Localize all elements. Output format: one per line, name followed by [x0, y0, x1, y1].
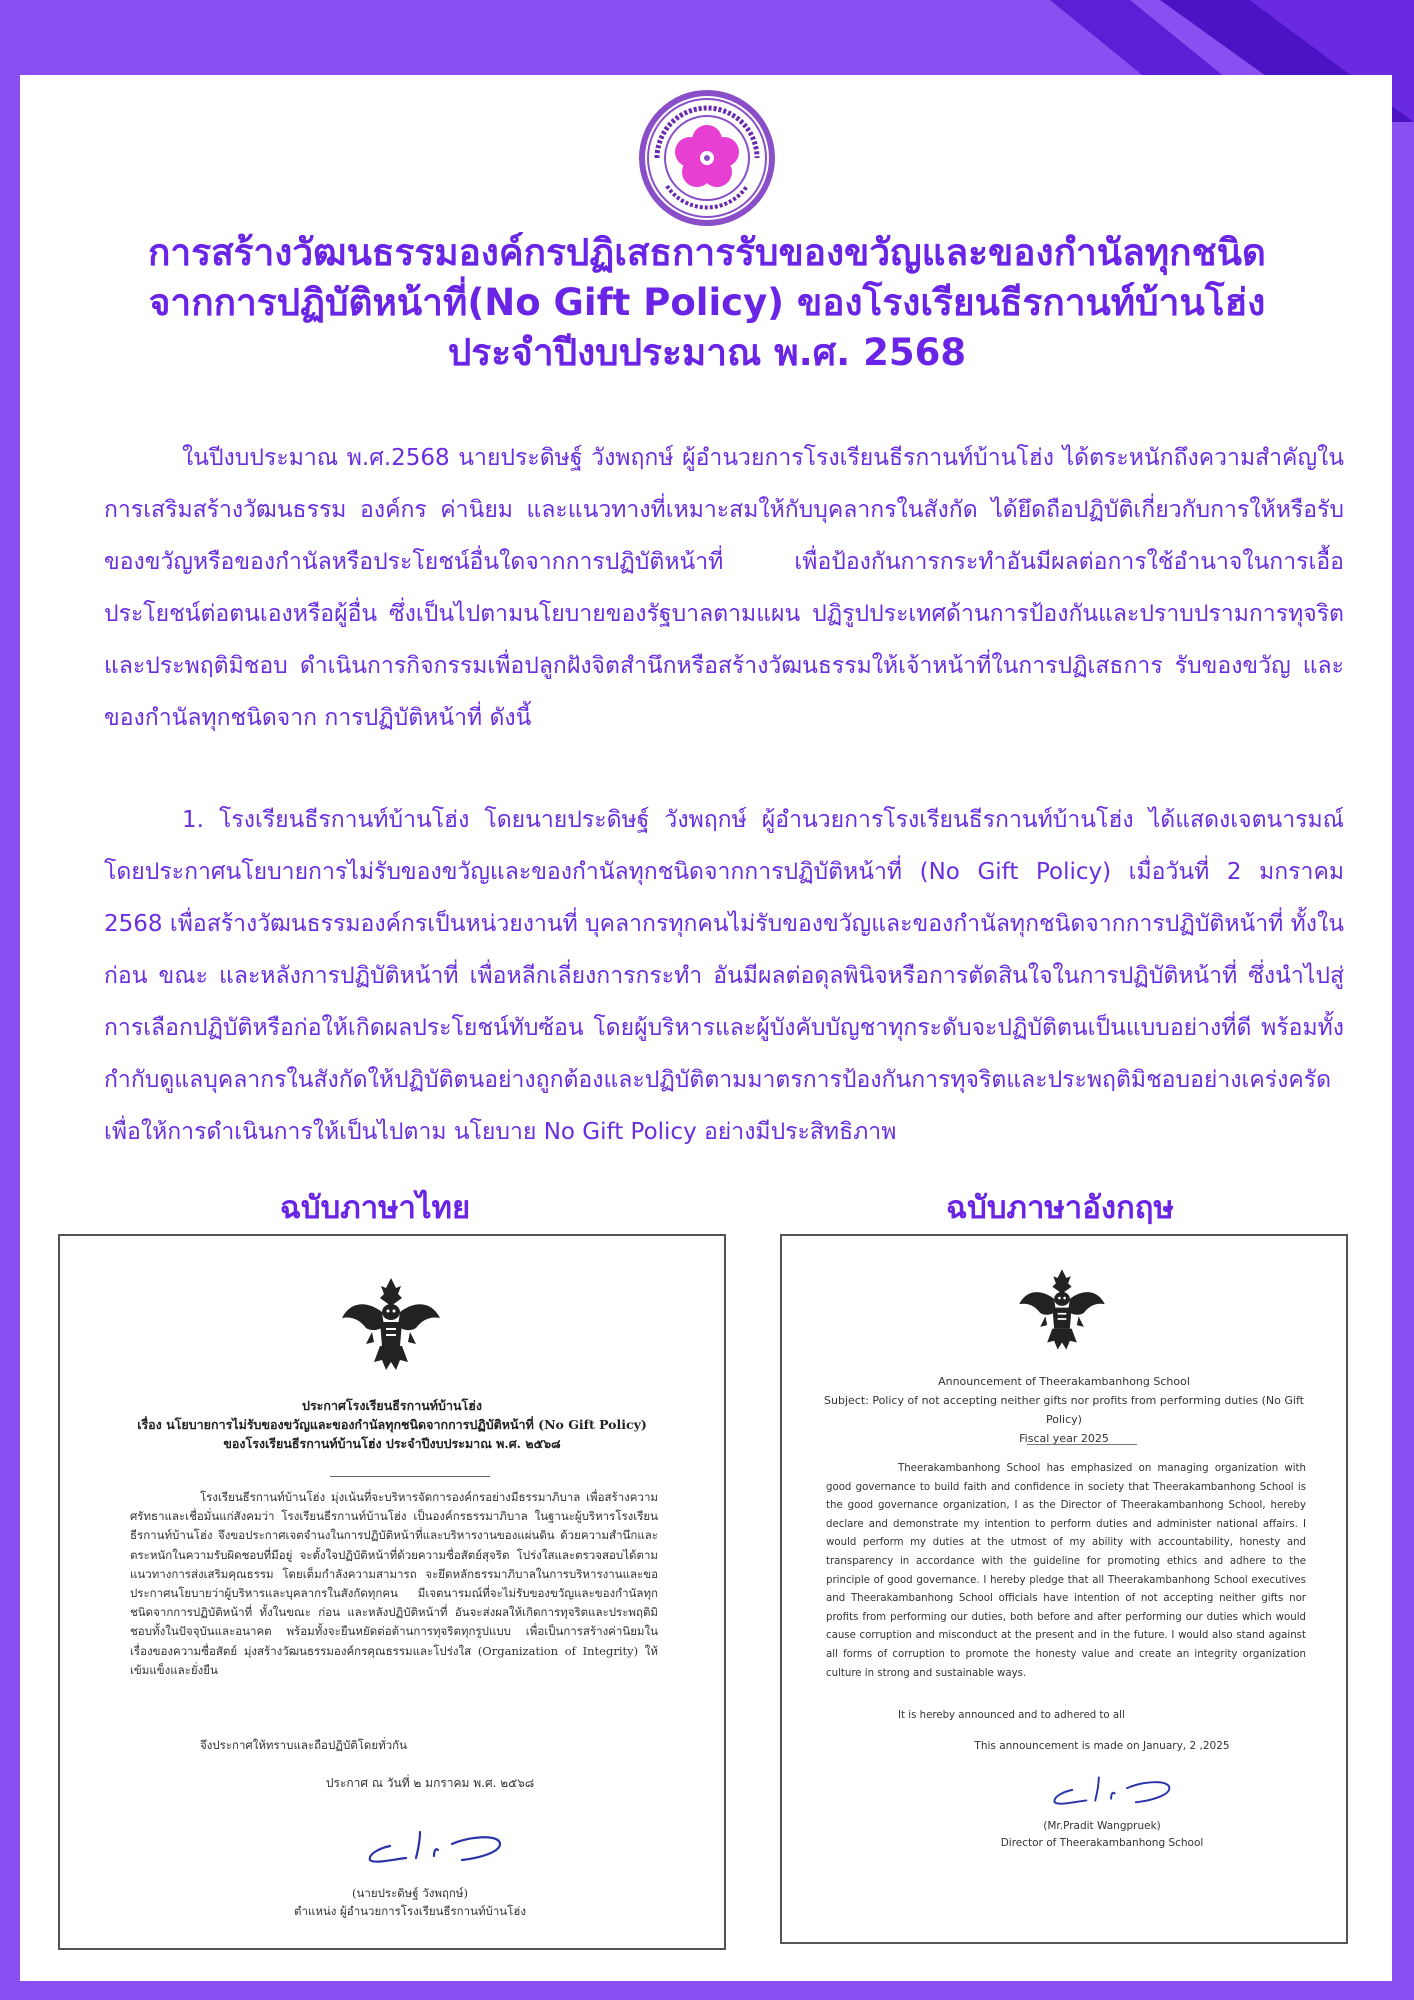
- thai-doc-signer: [210, 1884, 610, 1920]
- signature-image: [1037, 1766, 1187, 1812]
- english-doc-body: [826, 1460, 1306, 1683]
- title-line-2: จากการปฏิบัติหน้าที่(No Gift Policy) ของโรงเรียนธีรกานท์บ้านโฮ่ง: [148, 281, 1266, 324]
- english-doc-closing: It is hereby announced and to adhered to all: [898, 1710, 1125, 1721]
- thai-announcement-document: [58, 1234, 726, 1950]
- english-doc-signer-position: Director of Theerakambanhong School: [1000, 1837, 1204, 1849]
- english-announcement-document: [780, 1234, 1348, 1944]
- title-line-1: การสร้างวัฒนธรรมองค์กรปฏิเสธการรับของขวัญและของกำนัลทุกชนิด: [148, 231, 1266, 274]
- thai-doc-divider: [330, 1476, 490, 1477]
- english-doc-header-line-2: Subject: Policy of not accepting neither gifts nor profits from performing duties (No Gift Policy): [824, 1394, 1304, 1426]
- thai-doc-closing: จึงประกาศให้ทราบและถือปฏิบัติโดยทั่วกัน: [200, 1738, 407, 1752]
- english-doc-header-line-3: Fiscal year 2025: [1019, 1432, 1109, 1445]
- garuda-emblem-icon: [1014, 1264, 1110, 1360]
- english-doc-date: This announcement is made on January, 2 ,2025: [974, 1740, 1230, 1752]
- thai-doc-signer-position: ตำแหน่ง ผู้อำนวยการโรงเรียนธีรกานท์บ้านโฮ่ง: [294, 1904, 526, 1918]
- intro-text: ในปีงบประมาณ พ.ศ.2568 นายประดิษฐ์ วังพฤกษ์ ผู้อำนวยการโรงเรียนธีรกานท์บ้านโฮ่ง ได้ตระหนักถึงความสำคัญในการเสริมสร้างวัฒนธรรม องค์กร ค่านิยม และแนวทางที่เหมาะสมให้กับบุคลากรในสังกัด ได้ยึดถือปฏิบัติเกี่ยวกับการให้หรือรับของขวัญหรือของกำนัลหรือประโยชน์อื่นใดจากการปฏิบัติหน้าที่ เพื่อป้องกันการกระทำอันมีผลต่อการใช้อำนาจในการเอื้อประโยชน์ต่อตนเองหรือผู้อื่น ซึ่งเป็นไปตามนโยบายของรัฐบาลตามแผน ปฏิรูปประเทศด้านการป้องกันและปราบปรามการทุจริตและประพฤติมิชอบ ดำเนินการกิจกรรมเพื่อปลูกฝังจิตสำนึกหรือสร้างวัฒนธรรมให้เจ้าหน้าที่ในการปฏิเสธการ รับของขวัญ และของกำนัลทุกชนิดจาก การปฏิบัติหน้าที่ ดังนี้: [104, 445, 1344, 731]
- page-title: [40, 228, 1374, 378]
- thai-doc-header-line-3: ของโรงเรียนธีรกานท์บ้านโฮ่ง ประจำปีงบประมาณ พ.ศ. ๒๕๖๘: [223, 1436, 561, 1451]
- english-doc-body-text: Theerakambanhong School has emphasized on managing organization with good governance to build faith and confidence in society that Theerakambanhong School is the good governance organization, I as the Director of Theerakambanhong School, hereby declare and demonstrate my intention to perform duties and administer national affairs. I would perform my duties at the utmost of my ability with accountability, honesty and transparency in accordance with the guideline for promoting ethics and adhere to the principle of good governance. I hereby pledge that all Theerakambanhong School executives and Theerakambanhong School officials have intention of not accepting neither gifts nor profits from performing our duties, both before and after performing our duties which would cause corruption and misconduct at the present and in the future. I would also stand against all forms of corruption to promote the honesty value and create an integrity organization culture in strong and sustainable ways.: [826, 1463, 1306, 1679]
- policy-paragraph: [104, 794, 1344, 1158]
- thai-doc-body-text: โรงเรียนธีรกานท์บ้านโฮ่ง มุ่งเน้นที่จะบริหารจัดการองค์กรอย่างมีธรรมาภิบาล เพื่อสร้างความศรัทธาและเชื่อมั่นแก่สังคมว่า โรงเรียนธีรกานท์บ้านโฮ่ง เป็นองค์กรธรรมาภิบาล ในฐานะผู้บริหารโรงเรียนธีรกานท์บ้านโฮ่ง จึงขอประกาศเจตจำนงในการปฏิบัติหน้าที่และบริหารงานของแผ่นดิน ด้วยความสำนึกและตระหนักในความรับผิดชอบที่มีอยู่ จะตั้งใจปฏิบัติหน้าที่ด้วยความซื่อสัตย์สุจริต โปร่งใสและตรวจสอบได้ตามแนวทางการส่งเสริมคุณธรรม โดยเต็มกำลังความสามารถ จะยึดหลักธรรมาภิบาลในการบริหารงานและขอประกาศนโยบายว่าผู้บริหารและบุคลากรในสังกัดทุกคน มีเจตนารมณ์ที่จะไม่รับของขวัญและของกำนัลทุกชนิดจากการปฏิบัติหน้าที่ ทั้งในขณะ ก่อน และหลังปฏิบัติหน้าที่ อันจะส่งผลให้เกิดการทุจริตและประพฤติมิชอบทั้งในปัจจุบันและอนาคต พร้อมทั้งจะยืนหยัดต่อต้านการทุจริตทุกรูปแบบ เพื่อเป็นการสร้างค่านิยมในเรื่องของความซื่อสัตย์ มุ่งสร้างวัฒนธรรมองค์กรคุณธรรมและโปร่งใส (Organization of Integrity) ให้เข้มแข็งและยั่งยืน: [130, 1490, 658, 1677]
- title-line-3: ประจำปีงบประมาณ พ.ศ. 2568: [447, 331, 967, 374]
- thai-version-heading: ฉบับภาษาไทย: [279, 1190, 471, 1226]
- thai-doc-header-line-1: ประกาศโรงเรียนธีรกานท์บ้านโฮ่ง: [302, 1398, 482, 1413]
- policy-text: 1. โรงเรียนธีรกานท์บ้านโฮ่ง โดยนายประดิษฐ์ วังพฤกษ์ ผู้อำนวยการโรงเรียนธีรกานท์บ้านโฮ่ง ได้แสดงเจตนารมณ์โดยประกาศนโยบายการไม่รับของขวัญและของกำนัลทุกชนิดจากการปฏิบัติหน้าที่ (No Gift Policy) เมื่อวันที่ 2 มกราคม 2568 เพื่อสร้างวัฒนธรรมองค์กรเป็นหน่วยงานที่ บุคลากรทุกคนไม่รับของขวัญและของกำนัลทุกชนิดจากการปฏิบัติหน้าที่ ทั้งในก่อน ขณะ และหลังการปฏิบัติหน้าที่ เพื่อหลีกเลี่ยงการกระทำ อันมีผลต่อดุลพินิจหรือการตัดสินใจในการปฏิบัติหน้าที่ ซึ่งนำไปสู่การเลือกปฏิบัติหรือก่อให้เกิดผลประโยชน์ทับซ้อน โดยผู้บริหารและผู้บังคับบัญชาทุกระดับจะปฏิบัติตนเป็นแบบอย่างที่ดี พร้อมทั้งกำกับดูแลบุคลากรในสังกัดให้ปฏิบัติตนอย่างถูกต้องและปฏิบัติตามมาตรการป้องกันการทุจริตและประพฤติมิชอบอย่างเคร่งครัด เพื่อให้การดำเนินการให้เป็นไปตาม นโยบาย No Gift Policy อย่างมีประสิทธิภาพ: [104, 807, 1344, 1145]
- english-doc-signer-name: (Mr.Pradit Wangpruek): [1043, 1820, 1161, 1832]
- english-doc-divider: [1027, 1444, 1137, 1445]
- garuda-emblem-icon: [336, 1272, 446, 1382]
- english-doc-header-line-1: Announcement of Theerakambanhong School: [938, 1375, 1190, 1388]
- thai-doc-header: [100, 1396, 684, 1453]
- english-doc-header: [812, 1372, 1316, 1448]
- english-version-heading: ฉบับภาษาอังกฤษ: [946, 1190, 1174, 1226]
- signature-image: [350, 1820, 520, 1870]
- english-doc-signer: [902, 1818, 1302, 1852]
- thai-doc-header-line-2: เรื่อง นโยบายการไม่รับของขวัญและของกำนัลทุกชนิดจากการปฏิบัติหน้าที่ (No Gift Policy): [137, 1417, 647, 1432]
- thai-doc-signer-name: (นายประดิษฐ์ วังพฤกษ์): [352, 1886, 468, 1900]
- thai-doc-date: ประกาศ ณ วันที่ ๒ มกราคม พ.ศ. ๒๕๖๘: [325, 1776, 535, 1790]
- school-seal-logo: [637, 88, 777, 228]
- thai-doc-body: [130, 1488, 658, 1680]
- intro-paragraph: [104, 432, 1344, 744]
